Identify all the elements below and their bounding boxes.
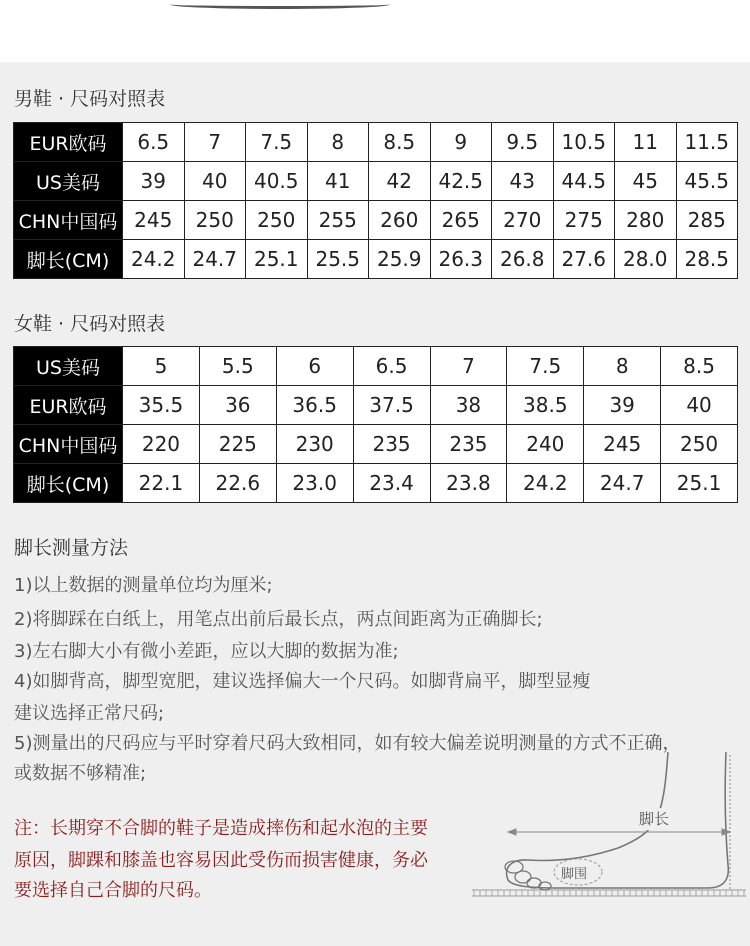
size-cell: 24.7: [584, 464, 661, 503]
size-cell: 38.5: [507, 386, 584, 425]
size-cell: 225: [199, 425, 276, 464]
size-cell: 22.6: [199, 464, 276, 503]
measure-method-line: 1)以上数据的测量单位均为厘米;: [14, 575, 273, 596]
size-row: [14, 123, 738, 162]
size-cell: 23.8: [430, 464, 507, 503]
men-size-title: 男鞋 · 尺码对照表: [14, 88, 166, 110]
measure-method-line: 4)如脚背高，脚型宽肥，建议选择偏大一个尺码。如脚背扁平，脚型显瘦: [14, 671, 591, 692]
size-cell: 40: [661, 386, 738, 425]
size-cell: 7.5: [507, 347, 584, 386]
size-cell: 280: [615, 201, 677, 240]
size-cell: 260: [369, 201, 431, 240]
foot-length-label: 脚长: [638, 810, 670, 828]
size-cell: 38: [430, 386, 507, 425]
note-line: 要选择自己合脚的尺码。: [14, 880, 212, 901]
size-cell: 24.2: [123, 240, 185, 279]
size-cell: 8.5: [661, 347, 738, 386]
size-cell: 8.5: [369, 123, 431, 162]
foot-outline: [507, 752, 729, 888]
size-cell: 8: [307, 123, 369, 162]
size-cell: 245: [123, 201, 185, 240]
row-header: EUR欧码: [14, 386, 123, 425]
measure-method-title: 脚长测量方法: [14, 537, 129, 559]
size-cell: 11.5: [676, 123, 738, 162]
size-cell: 5: [123, 347, 200, 386]
row-header: 脚长(CM): [14, 240, 123, 279]
size-cell: 250: [246, 201, 308, 240]
size-cell: 45: [615, 162, 677, 201]
size-row: [14, 162, 738, 201]
size-cell: 7.5: [246, 123, 308, 162]
row-header: US美码: [14, 347, 123, 386]
size-cell: 255: [307, 201, 369, 240]
measure-method-line: 2)将脚踩在白纸上，用笔点出前后最长点，两点间距离为正确脚长;: [14, 609, 543, 630]
size-cell: 28.5: [676, 240, 738, 279]
size-cell: 6: [276, 347, 353, 386]
foot-measure-illustration: [468, 740, 750, 910]
size-cell: 8: [584, 347, 661, 386]
size-cell: 7: [184, 123, 246, 162]
size-cell: 265: [430, 201, 492, 240]
size-row: [14, 386, 738, 425]
size-cell: 26.8: [492, 240, 554, 279]
note-line: 注：长期穿不合脚的鞋子是造成摔伤和起水泡的主要: [14, 818, 428, 839]
size-row: [14, 347, 738, 386]
size-cell: 42: [369, 162, 431, 201]
size-cell: 240: [507, 425, 584, 464]
size-cell: 220: [123, 425, 200, 464]
toes: [505, 861, 551, 890]
women-size-title: 女鞋 · 尺码对照表: [14, 313, 166, 335]
measure-method-line: 建议选择正常尺码;: [14, 703, 165, 724]
size-cell: 36.5: [276, 386, 353, 425]
size-cell: 235: [353, 425, 430, 464]
row-header: US美码: [14, 162, 123, 201]
size-cell: 275: [553, 201, 615, 240]
measure-method-line: 或数据不够精准;: [14, 763, 147, 784]
size-cell: 39: [123, 162, 185, 201]
size-cell: 5.5: [199, 347, 276, 386]
size-cell: 44.5: [553, 162, 615, 201]
size-cell: 6.5: [353, 347, 430, 386]
size-cell: 27.6: [553, 240, 615, 279]
men-size-table: [13, 122, 738, 279]
size-cell: 6.5: [123, 123, 185, 162]
row-header: CHN中国码: [14, 201, 123, 240]
size-cell: 250: [184, 201, 246, 240]
size-cell: 235: [430, 425, 507, 464]
size-cell: 230: [276, 425, 353, 464]
product-image-strip: [0, 0, 750, 62]
size-cell: 7: [430, 347, 507, 386]
size-cell: 37.5: [353, 386, 430, 425]
size-cell: 285: [676, 201, 738, 240]
size-cell: 9.5: [492, 123, 554, 162]
size-cell: 35.5: [123, 386, 200, 425]
row-header: 脚长(CM): [14, 464, 123, 503]
size-cell: 40.5: [246, 162, 308, 201]
size-row: [14, 425, 738, 464]
measure-method-line: 3)左右脚大小有微小差距，应以大脚的数据为准;: [14, 641, 399, 662]
size-row: [14, 240, 738, 279]
size-row: [14, 201, 738, 240]
size-cell: 39: [584, 386, 661, 425]
size-row: [14, 464, 738, 503]
size-cell: 42.5: [430, 162, 492, 201]
size-cell: 24.7: [184, 240, 246, 279]
size-cell: 250: [661, 425, 738, 464]
size-cell: 40: [184, 162, 246, 201]
length-arrow: [508, 755, 730, 890]
size-cell: 28.0: [615, 240, 677, 279]
shoe-sole-edge: [170, 0, 390, 9]
size-cell: 41: [307, 162, 369, 201]
size-cell: 24.2: [507, 464, 584, 503]
size-cell: 22.1: [123, 464, 200, 503]
foot-girth-label: 脚围: [560, 867, 588, 882]
size-cell: 36: [199, 386, 276, 425]
measure-method-line: 5)测量出的尺码应与平时穿着尺码大致相同，如有较大偏差说明测量的方式不正确，: [14, 733, 681, 754]
size-cell: 10.5: [553, 123, 615, 162]
size-cell: 25.5: [307, 240, 369, 279]
size-cell: 43: [492, 162, 554, 201]
size-cell: 25.1: [661, 464, 738, 503]
women-size-table: [13, 346, 738, 503]
size-cell: 23.0: [276, 464, 353, 503]
size-cell: 11: [615, 123, 677, 162]
row-header: EUR欧码: [14, 123, 123, 162]
row-header: CHN中国码: [14, 425, 123, 464]
ground-ruler: [472, 890, 746, 896]
size-cell: 245: [584, 425, 661, 464]
note-line: 原因，脚踝和膝盖也容易因此受伤而损害健康，务必: [14, 850, 428, 871]
size-cell: 270: [492, 201, 554, 240]
size-cell: 45.5: [676, 162, 738, 201]
size-cell: 9: [430, 123, 492, 162]
size-cell: 23.4: [353, 464, 430, 503]
size-cell: 25.1: [246, 240, 308, 279]
size-cell: 26.3: [430, 240, 492, 279]
size-cell: 25.9: [369, 240, 431, 279]
